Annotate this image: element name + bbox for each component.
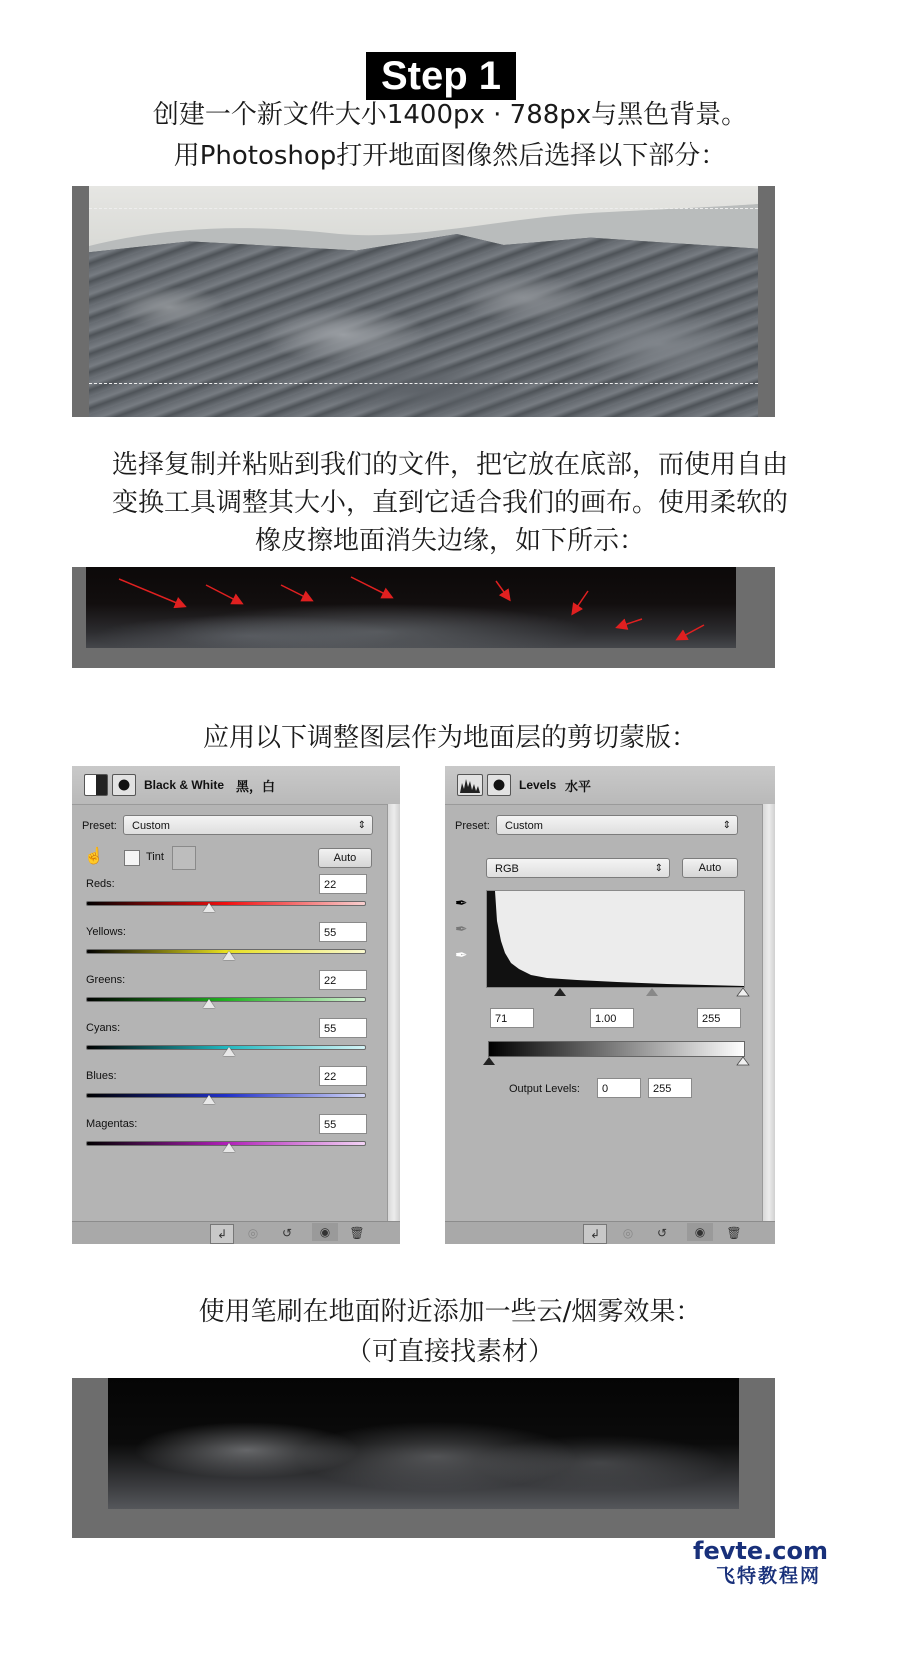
- clip-to-layer-icon[interactable]: ↲: [210, 1224, 234, 1244]
- adjust-line-1: 应用以下调整图层作为地面层的剪切蒙版：: [202, 723, 697, 753]
- panel-title: Levels: [519, 778, 557, 792]
- slider-thumb[interactable]: [223, 1047, 235, 1056]
- slider-thumb[interactable]: [203, 999, 215, 1008]
- canvas-photo: [86, 567, 736, 648]
- canvas-image-frame: [72, 567, 775, 668]
- slider-thumb[interactable]: [203, 1095, 215, 1104]
- trash-icon[interactable]: 🗑: [726, 1226, 742, 1240]
- panel-header: [445, 766, 775, 805]
- white-point-eyedropper-icon[interactable]: ✒: [455, 947, 468, 964]
- slider-thumb[interactable]: [223, 1143, 235, 1152]
- visibility-eye-icon[interactable]: ◉: [687, 1223, 713, 1241]
- output-white-field[interactable]: 255: [648, 1078, 692, 1098]
- auto-button[interactable]: Auto: [682, 858, 738, 878]
- panel-title-cn: 水平: [565, 780, 592, 795]
- panel-title-cn: 黑，白: [236, 780, 276, 795]
- slider-label: Blues:: [86, 1070, 117, 1082]
- paste-line-1: 选择复制并粘贴到我们的文件，把它放在底部，而使用自由: [111, 450, 788, 480]
- red-arrows: [86, 567, 736, 648]
- intro-line-2: 用Photoshop打开地面图像然后选择以下部分：: [173, 141, 727, 171]
- smoke-line-2: （可直接找素材）: [345, 1337, 554, 1367]
- preset-select[interactable]: Custom ⇕: [496, 815, 738, 835]
- intro-line-1: 创建一个新文件大小1400px · 788px与黑色背景。: [152, 100, 748, 130]
- tint-checkbox[interactable]: [124, 850, 140, 866]
- input-black-field[interactable]: 71: [490, 1008, 534, 1028]
- tint-label: Tint: [146, 851, 164, 863]
- input-white-field[interactable]: 255: [697, 1008, 741, 1028]
- panel-footer: [445, 1221, 775, 1244]
- mask-icon[interactable]: [487, 774, 511, 796]
- watermark-site-name: 飞特教程网: [716, 1565, 822, 1587]
- watermark-url: fevte.com: [693, 1537, 828, 1565]
- slider-label: Yellows:: [86, 926, 126, 938]
- black-point-eyedropper-icon[interactable]: ✒: [455, 895, 468, 912]
- input-sliders[interactable]: [480, 986, 750, 998]
- input-gamma-field[interactable]: 1.00: [590, 1008, 634, 1028]
- paste-line-3: 橡皮擦地面消失边缘，如下所示：: [254, 526, 645, 556]
- slider-label: Cyans:: [86, 1022, 121, 1034]
- slider-track[interactable]: [86, 901, 366, 906]
- slider-thumb[interactable]: [203, 903, 215, 912]
- reset-icon[interactable]: ↺: [656, 1226, 668, 1240]
- slider-value-field[interactable]: 22: [319, 874, 367, 894]
- select-arrow-icon: ⇕: [357, 820, 366, 831]
- panel-title: Black & White: [144, 778, 225, 792]
- output-sliders[interactable]: [481, 1055, 751, 1067]
- preset-label: Preset:: [82, 820, 117, 832]
- view-previous-icon[interactable]: ◎: [622, 1226, 634, 1240]
- select-arrow-icon: ⇕: [654, 863, 663, 874]
- selection-marquee: [89, 208, 758, 384]
- panel-scrollbar[interactable]: [762, 804, 775, 1222]
- slider-value-field[interactable]: 55: [319, 922, 367, 942]
- slider-value-field[interactable]: 55: [319, 1114, 367, 1134]
- slider-thumb[interactable]: [223, 951, 235, 960]
- view-previous-icon[interactable]: ◎: [247, 1226, 259, 1240]
- smoke-line-1: 使用笔刷在地面附近添加一些云/烟雾效果：: [198, 1297, 702, 1327]
- levels-adjustment-icon[interactable]: [457, 774, 483, 796]
- slider-value-field[interactable]: 55: [319, 1018, 367, 1038]
- gray-point-eyedropper-icon[interactable]: ✒: [455, 921, 468, 938]
- panel-scrollbar[interactable]: [387, 804, 400, 1222]
- auto-button[interactable]: Auto: [318, 848, 372, 868]
- targeted-adjustment-hand-icon[interactable]: ☝: [84, 848, 104, 865]
- slider-label: Magentas:: [86, 1118, 138, 1130]
- output-levels-label: Output Levels:: [509, 1083, 580, 1095]
- slider-value-field[interactable]: 22: [319, 1066, 367, 1086]
- preset-label: Preset:: [455, 820, 490, 832]
- output-black-field[interactable]: 0: [597, 1078, 641, 1098]
- tint-color-swatch[interactable]: [172, 846, 196, 870]
- bw-adjustment-icon[interactable]: [84, 774, 108, 796]
- visibility-eye-icon[interactable]: ◉: [312, 1223, 338, 1241]
- preset-select[interactable]: Custom ⇕: [123, 815, 373, 835]
- slider-label: Greens:: [86, 974, 126, 986]
- step-title: Step 1: [366, 52, 516, 100]
- panel-footer: [72, 1221, 400, 1244]
- black-white-panel: [72, 766, 400, 1244]
- ground-image-frame: [72, 186, 775, 417]
- channel-select[interactable]: RGB ⇕: [486, 858, 670, 878]
- ground-photo: [89, 186, 758, 417]
- select-arrow-icon: ⇕: [722, 820, 731, 831]
- slider-track[interactable]: [86, 1093, 366, 1098]
- mask-icon[interactable]: [112, 774, 136, 796]
- smoke-image-frame: [72, 1378, 775, 1538]
- histogram: [486, 890, 745, 988]
- paste-line-2: 变换工具调整其大小，直到它适合我们的画布。使用柔软的: [111, 488, 788, 518]
- reset-icon[interactable]: ↺: [281, 1226, 293, 1240]
- slider-track[interactable]: [86, 997, 366, 1002]
- levels-panel: [445, 766, 775, 1244]
- trash-icon[interactable]: 🗑: [349, 1226, 365, 1240]
- clip-to-layer-icon[interactable]: ↲: [583, 1224, 607, 1244]
- panel-header: [72, 766, 400, 805]
- slider-value-field[interactable]: 22: [319, 970, 367, 990]
- histogram-graph: [487, 891, 744, 987]
- smoke-photo: [108, 1378, 739, 1509]
- slider-label: Reds:: [86, 878, 115, 890]
